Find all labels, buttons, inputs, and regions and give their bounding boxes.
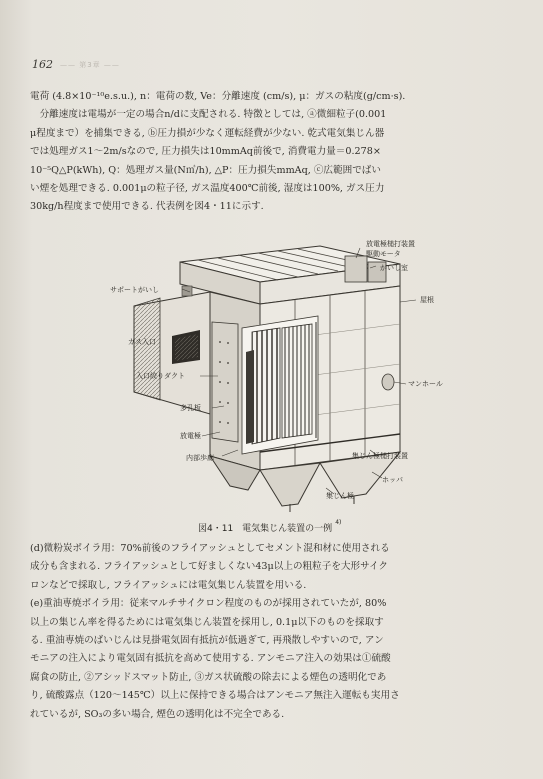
label-inlet-duct: 入口絞りダクト bbox=[136, 372, 185, 380]
text-line: 10⁻⁵Q△P(kWh), Q：処理ガス量(N㎥/h), △P：圧力損失mmAq, ⓒ広範囲でばい bbox=[30, 164, 381, 176]
label-gas-inlet: ガス入口 bbox=[128, 338, 156, 346]
caption-text: 図4・11 電気集じん装置の一例 bbox=[198, 524, 333, 534]
text-line: 成分も含まれる. フライアッシュとして好ましくない43μ以上の粗粒子を大形サイク bbox=[30, 561, 389, 573]
text-line: る. 重油専焼のばいじんは見掛電気固有抵抗が低過ぎて, 再飛散しやすいので, アン bbox=[30, 634, 384, 646]
label-support-insulator: サポートがいし bbox=[110, 286, 159, 294]
text-line: 以上の集じん率を得るためには電気集じん装置を採用し, 0.1μ以下のものを採取す bbox=[30, 616, 384, 628]
text-line: モニアの注入により電気固有抵抗を高めて使用する. アンモニア注入の効果は①硫酸 bbox=[30, 653, 391, 665]
caption-reference: 4) bbox=[335, 519, 342, 526]
text-line: り, 硫酸露点（120～145℃）以上に保持できる場合はアンモニア無注入運転も実用さ bbox=[30, 690, 400, 702]
label-internal-walkway: 内部歩廊 bbox=[186, 454, 214, 462]
label-collector-rapper: 集じん極槌打装置 bbox=[352, 452, 408, 460]
label-drive-motor: 駆動モータ bbox=[366, 250, 401, 258]
text-line: 電荷 (4.8×10⁻¹⁰e.s.u.), n：電荷の数, Ve：分離速度 (cm/s), μ：ガスの粘度(g/cm·s). bbox=[30, 91, 406, 102]
text-line: ロンなどで採取し, フライアッシュには電気集じん装置を用いる. bbox=[30, 579, 307, 591]
text-line: 30kg/h程度まで使用できる. 代表例を図4・11に示す. bbox=[30, 201, 264, 213]
text-line: (d)微粉炭ボイラ用：70%前後のフライアッシュとしてセメント混和材に使用される bbox=[30, 543, 390, 554]
figure-caption bbox=[198, 521, 341, 534]
label-manhole: マンホール bbox=[408, 380, 443, 388]
running-head: —— 第3章 —— bbox=[60, 61, 120, 69]
text-line: μ程度まで）を捕集できる, ⓑ圧力損が少なく運転経費が少ない. 乾式電気集じん器 bbox=[30, 127, 385, 139]
text-line: 腐食の防止, ②アシッドスマット防止, ③ガス状硫酸の除去による煙色の透明化であ bbox=[30, 671, 387, 683]
label-perforated-plate: 多孔板 bbox=[180, 404, 201, 412]
text-line: 分離速度は電場が一定の場合n/dに支配される. 特徴としては, ⓐ微細粒子(0.001 bbox=[30, 109, 387, 121]
page-number: 162 bbox=[32, 58, 53, 71]
text-line: い煙を処理できる. 0.001μの粒子径, ガス温度400℃前後, 湿度は100%, ガス圧力 bbox=[30, 182, 385, 194]
text-line: れているが, SO₃の多い場合, 煙色の透明化は不完全である. bbox=[30, 708, 285, 720]
label-discharge-electrode: 放電極 bbox=[180, 432, 201, 440]
precipitator-figure bbox=[110, 240, 475, 514]
text-line: では処理ガス1～2m/sなので, 圧力損失は10mmAq前後で, 消費電力量＝0.278× bbox=[30, 146, 381, 158]
label-hopper: ホッパ bbox=[382, 476, 403, 484]
label-insulator-chamber: がいし室 bbox=[380, 264, 408, 272]
bottom-paragraphs bbox=[30, 540, 510, 724]
label-discharge-rapper: 放電極槌打装置 bbox=[366, 240, 415, 248]
label-collecting-electrode: 集じん極 bbox=[326, 492, 354, 500]
label-roof: 屋根 bbox=[420, 296, 434, 304]
text-line: (e)重油専焼ボイラ用：従来マルチサイクロン程度のものが採用されていたが, 80% bbox=[30, 598, 387, 610]
top-paragraph bbox=[30, 88, 510, 217]
